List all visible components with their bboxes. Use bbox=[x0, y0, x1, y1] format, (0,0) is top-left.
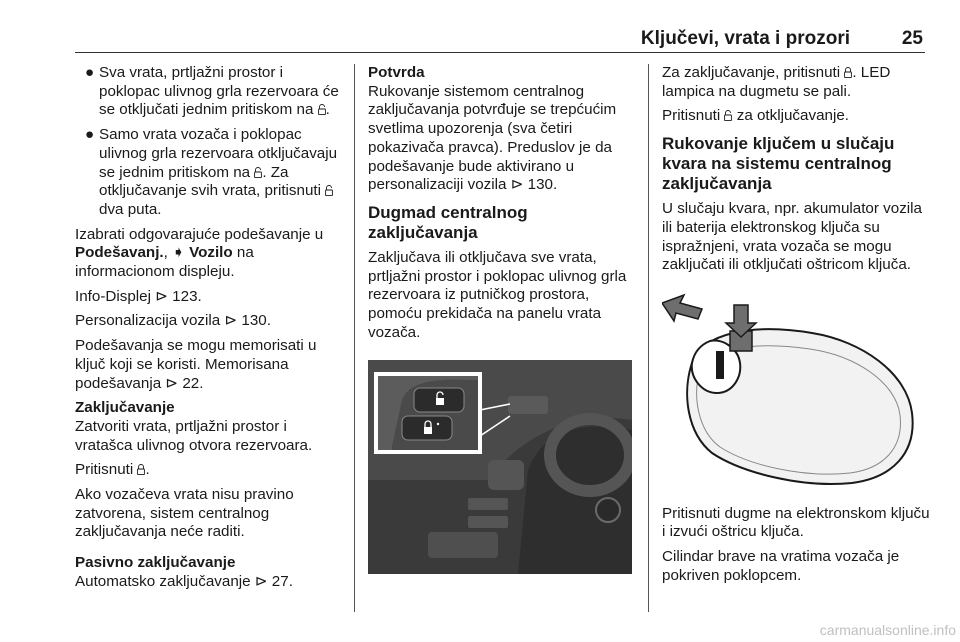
key-failure-heading: Rukovanje ključem u slučaju kvara na sistemu centralnog zaključavanja bbox=[662, 134, 895, 194]
memory-paragraph: Podešavanja se mogu memorisati u ključ koji se koristi. Memorisana podešavanja ⊳ 22. bbox=[75, 337, 317, 392]
electronic-key-illustration bbox=[662, 293, 924, 489]
page-header bbox=[75, 0, 925, 53]
column-3 bbox=[662, 64, 930, 591]
bullet-icon: ● bbox=[85, 126, 95, 144]
page-number: 25 bbox=[901, 28, 923, 49]
bullet-icon: ● bbox=[85, 64, 95, 81]
watermark: carmanualsonline.info bbox=[819, 622, 956, 638]
locking-heading: Zaključavanje bbox=[75, 399, 175, 417]
unlock-instruction: Pritisnuti za otključavanje. bbox=[662, 107, 850, 125]
reference-arrow-icon: ⊳ bbox=[254, 572, 268, 590]
column-divider-2 bbox=[648, 64, 649, 612]
reference-arrow-icon: ⊳ bbox=[224, 312, 238, 330]
key-blade-instruction: Pritisnuti dugme na elektronskom ključu i izvući oštricu ključa. bbox=[662, 504, 930, 541]
passive-locking-heading: Pasivno zaključavanje bbox=[75, 554, 236, 572]
locking-section bbox=[75, 399, 345, 455]
unlock-icon bbox=[325, 185, 333, 196]
key-failure-text: U slučaju kvara, npr. akumulator vozila ili baterija elektronskog ključa su ispražnjeni, vrata vozača se mogu zaključati ili otključati oštricom ključa. bbox=[662, 200, 922, 274]
page-title: Ključevi, vrata i prozori bbox=[640, 28, 850, 49]
lock-cylinder-note: Cilindar brave na vratima vozača je pokriven poklopcem. bbox=[662, 548, 900, 584]
info-display-ref: Info-Displej ⊳ 123. bbox=[75, 287, 202, 305]
confirmation-heading: Potvrda bbox=[368, 64, 425, 81]
passive-locking-section bbox=[75, 554, 345, 591]
confirmation-section bbox=[368, 64, 636, 195]
personalization-ref: Personalizacija vozila ⊳ 130. bbox=[75, 312, 271, 330]
list-item: ● Sva vrata, prtljažni prostor i poklopac ulivnog grla rezervoara će se otključati jednim pritiskom na . bbox=[85, 64, 339, 119]
bullet-list bbox=[75, 64, 345, 220]
central-lock-buttons-text: Zaključava ili otključava sve vrata, prtljažni prostor i poklopac ulivnog grla rezervoara iz putničkog prostora, pomoću prekidača na panelu vrata vozača. bbox=[368, 248, 627, 341]
door-switch-photo bbox=[368, 360, 632, 574]
passive-locking-text: Automatsko zaključavanje ⊳ 27. bbox=[75, 572, 293, 590]
lock-instruction: Za zaključavanje, pritisnuti . LED lampica na dugmetu se pali. bbox=[662, 64, 891, 100]
press-lock-paragraph: Pritisnuti . bbox=[75, 461, 150, 479]
unlock-icon bbox=[724, 110, 732, 121]
list-item: ● Samo vrata vozača i poklopac ulivnog grla rezervoara otključavaju se jednim pritiskom na . Za otključavanje svih vrata, pritisnuti dva puta. bbox=[85, 126, 338, 218]
reference-arrow-icon: ⊳ bbox=[155, 287, 168, 305]
confirmation-text: Rukovanje sistemom centralnog zaključavanja potvrđuje se trepćućim svetlima upozorenja (sva četiri pokazivača pravca). Preduslov je da podešavanje bude aktivirano u personalizaciji vozila ⊳ 130. bbox=[368, 82, 617, 194]
door-note: Ako vozačeva vrata nisu pravino zatvorena, sistem centralnog zaključavanja neće raditi. bbox=[75, 486, 294, 541]
reference-arrow-icon: ⊳ bbox=[165, 374, 179, 392]
unlock-icon bbox=[318, 104, 326, 115]
menu-arrow-icon: ➧ bbox=[172, 244, 185, 262]
column-divider-1 bbox=[354, 64, 355, 612]
reference-arrow-icon: ⊳ bbox=[510, 176, 524, 194]
menu-podesavanj: Podešavanj. bbox=[75, 244, 164, 262]
central-lock-buttons-heading: Dugmad centralnog zaključavanja bbox=[368, 202, 528, 242]
locking-text: Zatvoriti vrata, prtljažni prostor i vratašca ulivnog otvora rezervoara. bbox=[75, 417, 313, 454]
column-1 bbox=[75, 64, 345, 598]
settings-paragraph: Izabrati odgovarajuće podešavanje u Podešavanj., ➧ Vozilo na informacionom displeju. bbox=[75, 225, 324, 281]
menu-vozilo: Vozilo bbox=[189, 244, 233, 262]
column-2 bbox=[368, 64, 636, 590]
